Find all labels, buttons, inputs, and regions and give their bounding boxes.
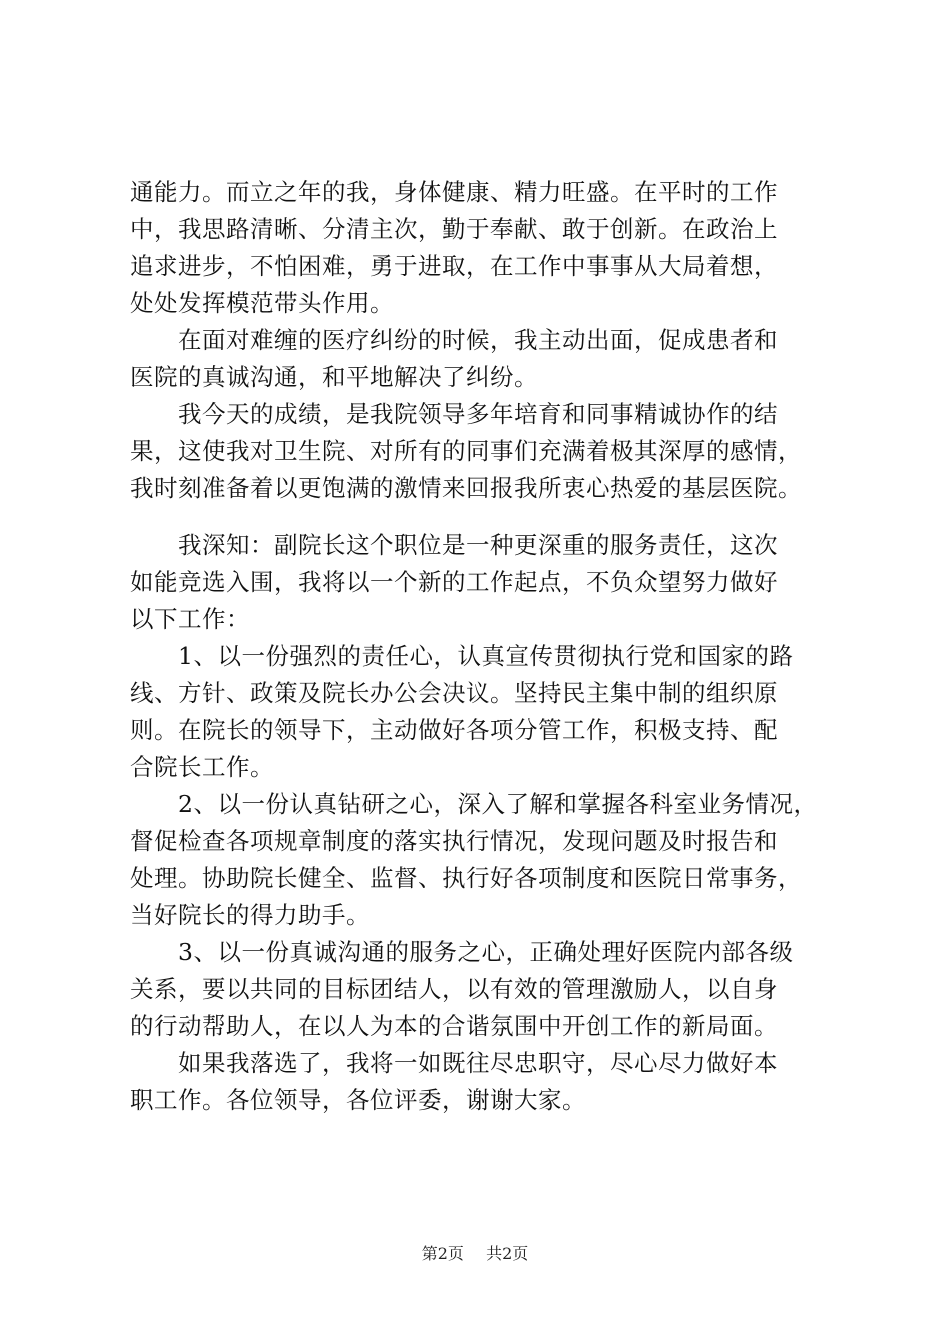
text-line: 我今天的成绩，是我院领导多年培育和同事精诚协作的结 bbox=[130, 400, 778, 428]
text-line: 医院的真诚沟通，和平地解决了纠纷。 bbox=[130, 363, 538, 391]
page-footer bbox=[0, 1242, 950, 1266]
text-line: 如果我落选了，我将一如既往尽忠职守，尽心尽力做好本 bbox=[130, 1049, 778, 1077]
text-line: 处处发挥模范带头作用。 bbox=[130, 289, 394, 317]
text-line: 线、方针、政策及院长办公会决议。坚持民主集中制的组织原 bbox=[130, 679, 778, 707]
paragraph-gap bbox=[130, 507, 840, 527]
text-line: 1、以一份强烈的责任心，认真宣传贯彻执行党和国家的路 bbox=[130, 642, 794, 670]
text-line: 果，这使我对卫生院、对所有的同事们充满着极其深厚的感情， bbox=[130, 437, 802, 465]
text-line: 关系，要以共同的目标团结人，以有效的管理激励人，以自身 bbox=[130, 975, 778, 1003]
text-line: 则。在院长的领导下，主动做好各项分管工作，积极支持、配 bbox=[130, 716, 778, 744]
text-line: 3、以一份真诚沟通的服务之心，正确处理好医院内部各级 bbox=[130, 938, 794, 966]
text-line: 督促检查各项规章制度的落实执行情况，发现问题及时报告和 bbox=[130, 827, 778, 855]
text-line: 以下工作： bbox=[130, 605, 250, 633]
text-line: 如能竞选入围，我将以一个新的工作起点，不负众望努力做好 bbox=[130, 568, 778, 596]
text-line: 追求进步，不怕困难，勇于进取，在工作中事事从大局着想， bbox=[130, 252, 778, 280]
text-line: 处理。协助院长健全、监督、执行好各项制度和医院日常事务， bbox=[130, 864, 802, 892]
text-line: 职工作。各位领导，各位评委，谢谢大家。 bbox=[130, 1086, 586, 1114]
page-number: 第2页 bbox=[421, 1244, 464, 1263]
text-line: 我时刻准备着以更饱满的激情来回报我所衷心热爱的基层医院。 bbox=[130, 474, 802, 502]
text-line: 2、以一份认真钻研之心，深入了解和掌握各科室业务情况， bbox=[130, 790, 818, 818]
text-line: 合院长工作。 bbox=[130, 753, 274, 781]
text-line: 中，我思路清晰、分清主次，勤于奉献、敢于创新。在政治上 bbox=[130, 215, 778, 243]
document-body bbox=[130, 174, 840, 1119]
text-line: 我深知：副院长这个职位是一种更深重的服务责任，这次 bbox=[130, 531, 778, 559]
text-line: 通能力。而立之年的我，身体健康、精力旺盛。在平时的工作 bbox=[130, 178, 778, 206]
text-line: 在面对难缠的医疗纠纷的时候，我主动出面，促成患者和 bbox=[130, 326, 778, 354]
text-line: 的行动帮助人，在以人为本的合谐氛围中开创工作的新局面。 bbox=[130, 1012, 778, 1040]
text-line: 当好院长的得力助手。 bbox=[130, 901, 370, 929]
page-total: 共2页 bbox=[486, 1244, 529, 1263]
